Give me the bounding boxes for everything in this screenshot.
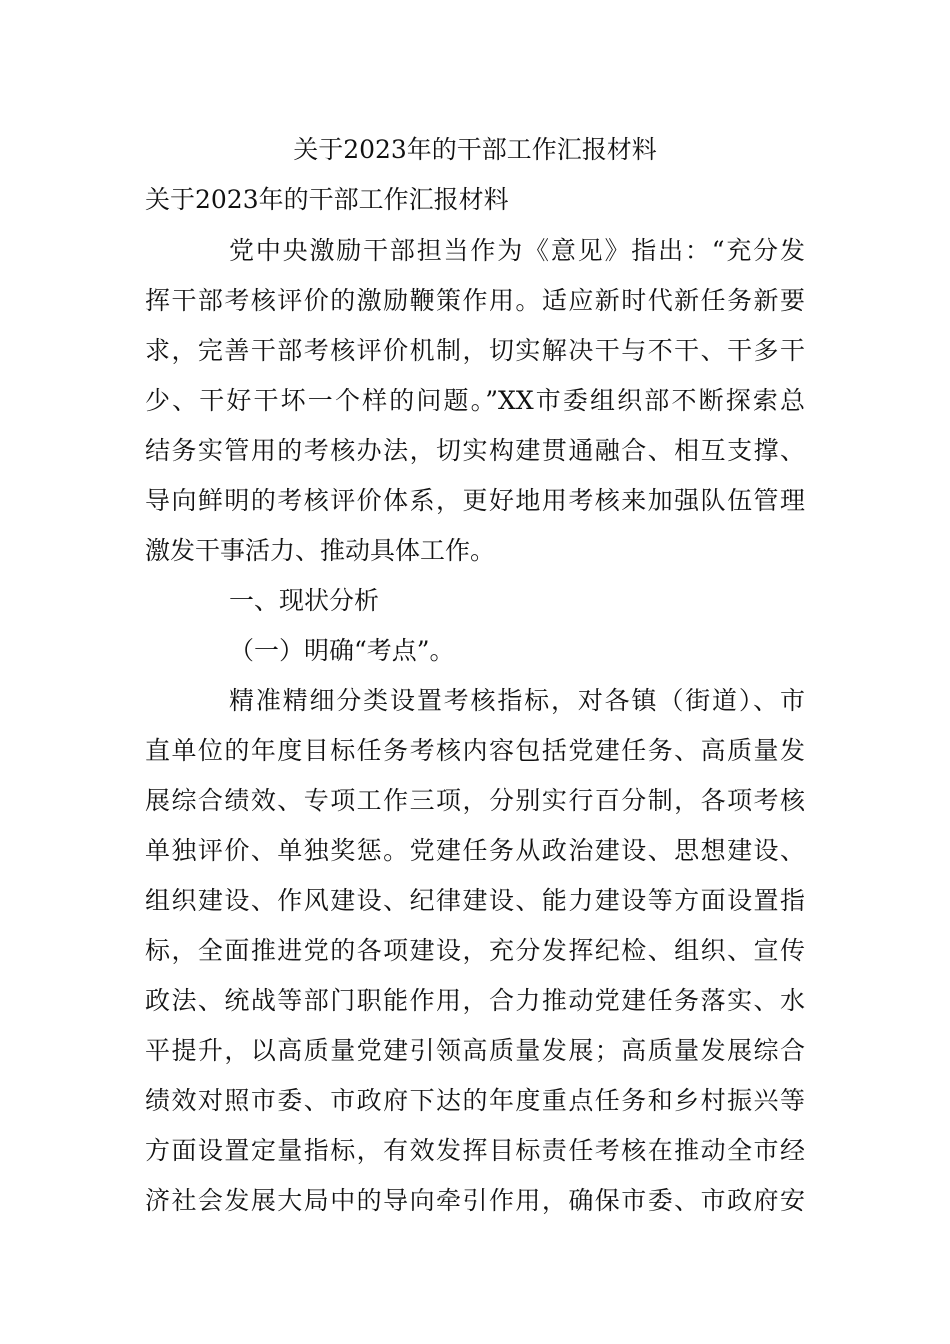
document-subtitle: 关于2023年的干部工作汇报材料 bbox=[145, 185, 509, 214]
intro-line: 少、干好干坏一个样的问题。”XX市委组织部不断探索总 bbox=[145, 386, 805, 415]
body-line: 精准精细分类设置考核指标，对各镇（街道）、市 bbox=[229, 686, 805, 715]
document-title: 关于2023年的干部工作汇报材料 bbox=[293, 135, 657, 164]
body-line: 直单位的年度目标任务考核内容包括党建任务、高质量发 bbox=[145, 736, 805, 765]
intro-line: 结务实管用的考核办法，切实构建贯通融合、相互支撑、 bbox=[145, 436, 805, 465]
body-line: 单独评价、单独奖惩。党建任务从政治建设、思想建设、 bbox=[145, 836, 805, 865]
body-line: 平提升，以高质量党建引领高质量发展；高质量发展综合 bbox=[145, 1036, 805, 1065]
body-line: 方面设置定量指标，有效发挥目标责任考核在推动全市经 bbox=[145, 1136, 805, 1165]
intro-line: 求，完善干部考核评价机制，切实解决干与不干、干多干 bbox=[145, 336, 805, 365]
body-line: 组织建设、作风建设、纪律建设、能力建设等方面设置指 bbox=[145, 886, 805, 915]
body-line: 政法、统战等部门职能作用，合力推动党建任务落实、水 bbox=[145, 986, 805, 1015]
intro-line: 党中央激励干部担当作为《意见》指出：“充分发 bbox=[229, 236, 805, 265]
subsection-heading: （一）明确“考点”。 bbox=[229, 636, 455, 665]
intro-line: 导向鲜明的考核评价体系，更好地用考核来加强队伍管理 bbox=[145, 486, 805, 515]
body-line: 济社会发展大局中的导向牵引作用，确保市委、市政府安 bbox=[145, 1186, 805, 1215]
body-line: 绩效对照市委、市政府下达的年度重点任务和乡村振兴等 bbox=[145, 1086, 805, 1115]
body-line: 标，全面推进党的各项建设，充分发挥纪检、组织、宣传 bbox=[145, 936, 805, 965]
intro-line: 挥干部考核评价的激励鞭策作用。适应新时代新任务新要 bbox=[145, 286, 805, 315]
body-line: 展综合绩效、专项工作三项，分别实行百分制，各项考核 bbox=[145, 786, 805, 815]
section-heading: 一、现状分析 bbox=[229, 586, 380, 615]
intro-line: 激发干事活力、推动具体工作。 bbox=[145, 536, 496, 565]
